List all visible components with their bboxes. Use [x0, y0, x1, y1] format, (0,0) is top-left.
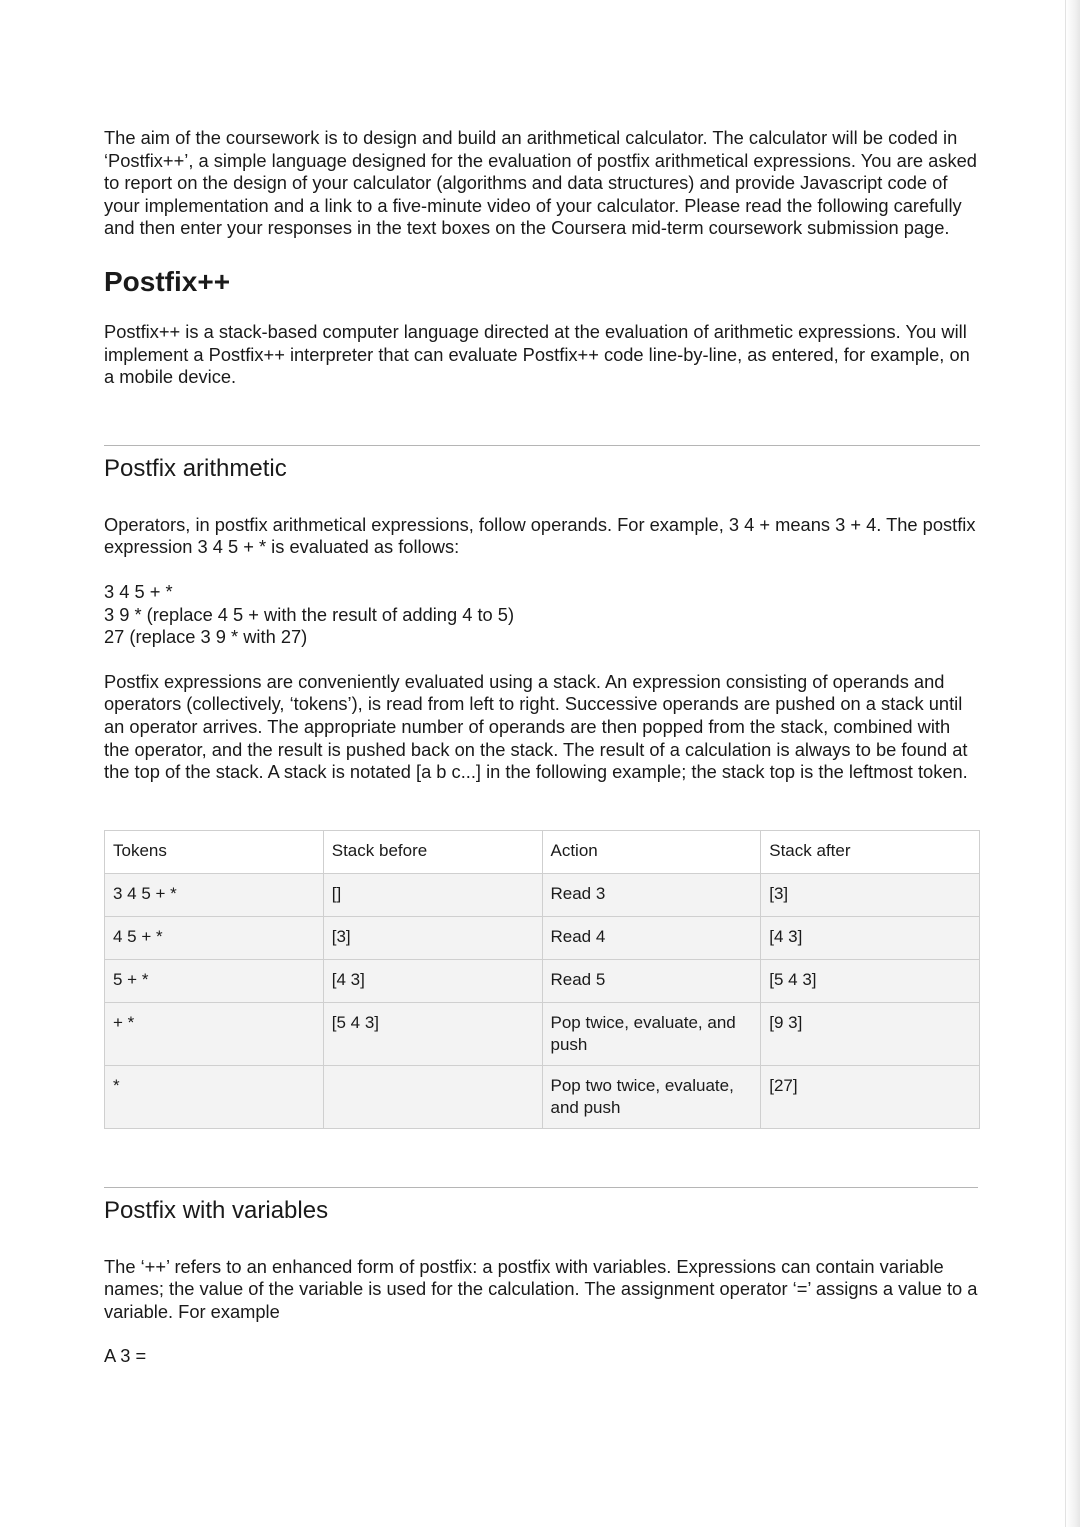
document-body	[104, 127, 980, 1368]
table-cell: []	[323, 873, 542, 916]
table-header-row	[105, 830, 980, 873]
table-cell: [9 3]	[761, 1002, 980, 1065]
table-cell: [4 3]	[761, 916, 980, 959]
section-divider	[104, 445, 980, 446]
table-cell: [27]	[761, 1065, 980, 1128]
table-row	[105, 916, 980, 959]
table-row	[105, 873, 980, 916]
table-cell: Read 3	[542, 873, 761, 916]
assignment-example: A 3 =	[104, 1345, 147, 1367]
table-cell: 4 5 + *	[105, 916, 324, 959]
evaluation-step: 27 (replace 3 9 * with 27)	[104, 626, 308, 648]
table-header-cell: Stack after	[761, 830, 980, 873]
stack-evaluation-table	[104, 830, 980, 1129]
heading-postfix-arithmetic: Postfix arithmetic	[104, 454, 287, 482]
table-cell: [4 3]	[323, 959, 542, 1002]
table-cell: [5 4 3]	[761, 959, 980, 1002]
table-cell: + *	[105, 1002, 324, 1065]
table-cell: [3]	[323, 916, 542, 959]
table-cell: [3]	[761, 873, 980, 916]
arithmetic-paragraph-2: Postfix expressions are conveniently evaluated using a stack. An expression consisting of operands and operators (collectively, ‘tokens’), is read from left to right. Successive operands are pushed on a stack until an operator arrives. The appropriate number of operands are then popped from the stack, combined with the operator, and the result is pushed back on the stack. The result of a calculation is always to be found at the top of the stack. A stack is notated [a b c...] in the following example; the stack top is the leftmost token.	[104, 670, 968, 783]
table-cell	[323, 1065, 542, 1128]
variables-paragraph: The ‘++’ refers to an enhanced form of postfix: a postfix with variables. Expressions can contain variable names; the value of the variable is used for the calculation. The assignment operator ‘=’ assigns a value to a variable. For example	[104, 1255, 978, 1322]
table-row	[105, 959, 980, 1002]
heading-postfix-with-variables: Postfix with variables	[104, 1196, 329, 1224]
table-cell: Pop twice, evaluate, and push	[542, 1002, 761, 1065]
evaluation-step: 3 4 5 + *	[104, 580, 173, 602]
table-header-cell: Tokens	[105, 830, 324, 873]
evaluation-steps	[104, 581, 980, 649]
table-cell: [5 4 3]	[323, 1002, 542, 1065]
heading-postfixpp: Postfix++	[104, 265, 231, 297]
table-header-cell: Stack before	[323, 830, 542, 873]
table-cell: 5 + *	[105, 959, 324, 1002]
table-cell: Read 4	[542, 916, 761, 959]
table-cell: Pop two twice, evaluate, and push	[542, 1065, 761, 1128]
section-divider	[104, 1187, 978, 1188]
table-row	[105, 1065, 980, 1128]
table-cell: *	[105, 1065, 324, 1128]
table-cell: 3 4 5 + *	[105, 873, 324, 916]
table-header-cell: Action	[542, 830, 761, 873]
table-cell: Read 5	[542, 959, 761, 1002]
page-edge	[1065, 0, 1080, 1527]
arithmetic-paragraph-1: Operators, in postfix arithmetical expressions, follow operands. For example, 3 4 + means 3 + 4. The postfix expression 3 4 5 + * is evaluated as follows:	[104, 513, 976, 558]
intro-paragraph: The aim of the coursework is to design and build an arithmetical calculator. The calculator will be coded in ‘Postfix++’, a simple language designed for the evaluation of postfix arithmetical expressions. You are asked to report on the design of your calculator (algorithms and data structures) and provide Javascript code of your implementation and a link to a five-minute video of your calculator. Please read the following carefully and then enter your responses in the text boxes on the Coursera mid-term coursework submission page.	[104, 127, 977, 239]
postfixpp-paragraph: Postfix++ is a stack-based computer language directed at the evaluation of arithmetic expressions. You will implement a Postfix++ interpreter that can evaluate Postfix++ code line-by-line, as entered, for example, on a mobile device.	[104, 320, 970, 388]
table-row	[105, 1002, 980, 1065]
evaluation-step: 3 9 * (replace 4 5 + with the result of adding 4 to 5)	[104, 603, 515, 625]
